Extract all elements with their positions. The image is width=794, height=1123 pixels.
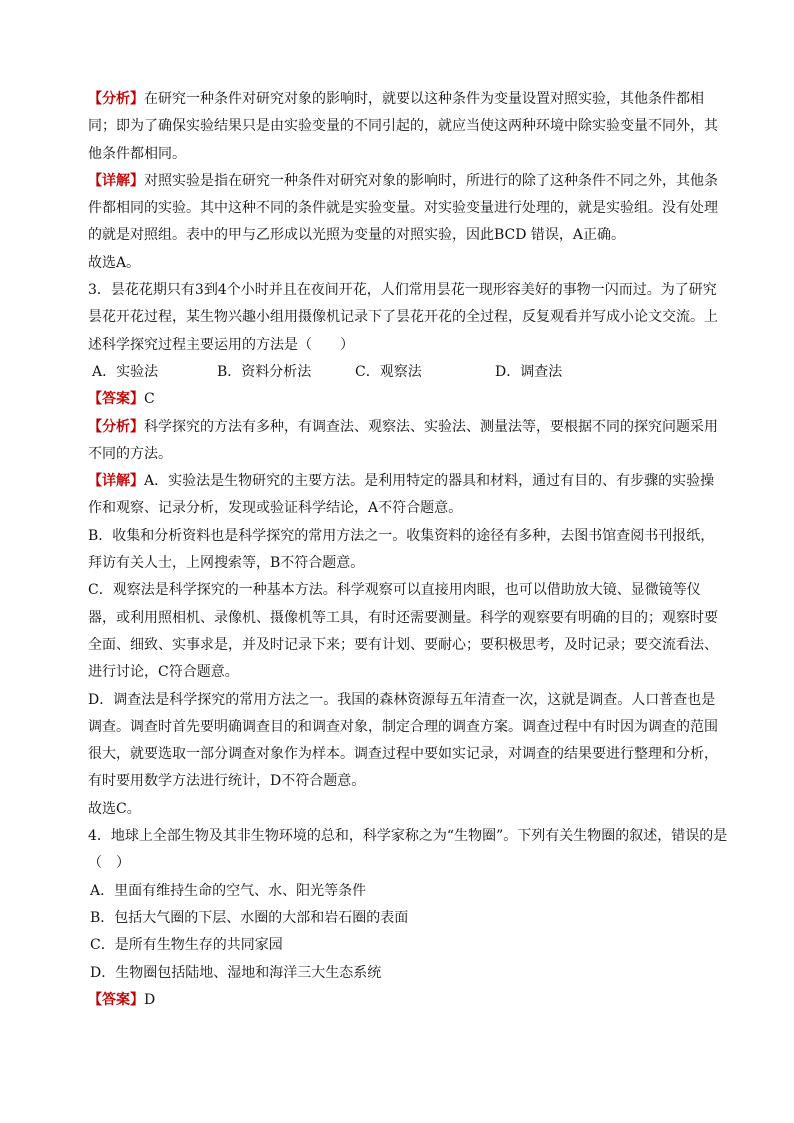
detail-c-paragraph: C．观察法是科学探究的一种基本方法。科学观察可以直接用肉眼，也可以借助放大镜、显微镜等仪器，或利用照相机、录像机、摄像机等工具，有时还需要测量。科学的观察要有明确的目的；观察时要全面、细致、实事求是，并及时记录下来；要有计划、要耐心；要积极思考，及时记录；要交流看法、进行讨论，C符合题意。 — [88, 582, 718, 681]
detail-a-text: A．实验法是生物研究的主要方法。是利用特定的器具和材料，通过有目的、有步骤的实验操作和观察、记录分析，发现或验证科学结论，A不符合题意。 — [88, 473, 715, 517]
q4-option-a: A．里面有维持生命的空气、水、阳光等条件 — [90, 882, 367, 899]
answer-line — [88, 987, 728, 1014]
option-d: D．调查法 — [495, 363, 563, 380]
detail-text: 对照实验是指在研究一种条件对研究对象的影响时，所进行的除了这种条件不同之外，其他条件都相同的实验。其中这种不同的条件就是实验变量。对实验变量进行处理的，就是实验组。没有处理的就是对照组。表中的甲与乙形成以光照为变量的对照实验，因此BCD 错误，A正确。 — [88, 172, 718, 244]
option-c: C．观察法 — [355, 363, 422, 380]
detail-paragraph — [88, 168, 728, 250]
answer-tag: 【答案】 — [88, 391, 144, 408]
question-3-stem: 3．昙花花期只有3到4个小时并且在夜间开花，人们常用昙花一现形容美好的事物一闪而过。为了研究昙花开花过程，某生物兴趣小组用摄像机记录下了昙花开花的全过程，反复观看并写成小论文交流。上述科学探究过程主要运用的方法是（ ） — [88, 282, 718, 353]
detail-b-paragraph: B．收集和分析资料也是科学探究的常用方法之一。收集资料的途径有多种，去图书馆查阅书刊报纸，拜访有关人士，上网搜索等，B不符合题意。 — [88, 527, 715, 572]
analysis-paragraph — [88, 414, 728, 469]
analysis-text: 科学探究的方法有多种，有调查法、观察法、实验法、测量法等，要根据不同的探究问题采用不同的方法。 — [88, 418, 718, 462]
q4-option-b: B．包括大气圈的下层、水圈的大部和岩石圈的表面 — [90, 909, 409, 926]
analysis-text: 在研究一种条件对研究对象的影响时，就要以这种条件为变量设置对照实验，其他条件都相同；即为了确保实验结果只是由实验变量的不同引起的，就应当使这两种环境中除实验变量不同外，其他条件都相同。 — [88, 91, 718, 162]
question-4-stem: 4．地球上全部生物及其非生物环境的总和，科学家称之为“生物圈”。下列有关生物圈的叙述，错误的是（ ） — [88, 828, 728, 872]
detail-tag: 【详解】 — [88, 172, 144, 189]
question-3-options — [88, 359, 728, 386]
document-page — [88, 86, 728, 1014]
detail-d-paragraph: D．调查法是科学探究的常用方法之一。我国的森林资源每五年清查一次，这就是调查。人口普查也是调查。调查时首先要明确调查目的和调查对象，制定合理的调查方案。调查过程中有时因为调查的范围很大，就要选取一部分调查对象作为样本。调查过程中要如实记录，对调查的结果要进行整理和分析，有时要用数学方法进行统计，D不符合题意。 — [88, 691, 718, 790]
q4-option-c: C．是所有生物生存的共同家园 — [90, 937, 283, 954]
conclusion: 故选A。 — [88, 254, 141, 271]
detail-paragraph — [88, 468, 728, 523]
q4-option-d: D．生物圈包括陆地、湿地和海洋三大生态系统 — [90, 964, 382, 981]
detail-tag: 【详解】 — [88, 473, 144, 490]
conclusion: 故选C。 — [88, 800, 141, 817]
option-b: B．资料分析法 — [217, 363, 312, 380]
answer-tag: 【答案】 — [88, 991, 144, 1008]
analysis-paragraph — [88, 86, 728, 168]
answer-value: D — [144, 991, 156, 1008]
analysis-tag: 【分析】 — [88, 418, 144, 435]
analysis-tag: 【分析】 — [88, 91, 144, 107]
answer-value: C — [144, 391, 155, 408]
option-a: A．实验法 — [92, 363, 159, 380]
answer-line — [88, 386, 728, 413]
